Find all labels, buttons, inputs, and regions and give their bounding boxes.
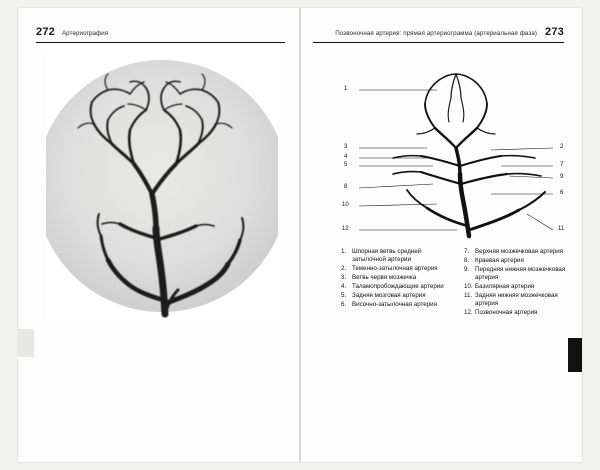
legend-number: 6.: [341, 300, 347, 308]
legend-text: Задняя нижняя мозжечковая артерия: [475, 292, 558, 308]
legend-text: Задняя мозговая артерия: [352, 292, 426, 300]
leader-label-9: 9: [560, 174, 564, 180]
leader-label-12: 12: [342, 226, 349, 232]
list-item: [341, 283, 454, 291]
list-item: [464, 248, 577, 256]
chapter-thumb-tab: [568, 338, 582, 372]
legend-number: 7.: [464, 248, 470, 255]
legend-number: 8.: [464, 256, 470, 264]
legend-text: Височно-затылочная артерия: [352, 300, 437, 308]
angiogram-vessels: [46, 52, 278, 320]
legend-number: 1.: [341, 248, 347, 255]
legend-number: 2.: [341, 265, 347, 273]
legend-number: 4.: [341, 283, 347, 291]
left-page: [18, 8, 299, 462]
leader-label-1: 1: [344, 86, 348, 92]
list-item: [341, 301, 454, 309]
figure-legend: [341, 248, 577, 318]
list-item: [341, 292, 454, 300]
leader-label-4: 4: [344, 154, 348, 160]
leader-label-5: 5: [344, 162, 348, 168]
legend-text: Теменно-затылочная артерия: [352, 265, 438, 273]
right-page: [301, 8, 582, 462]
legend-text: Базилярная артерия: [475, 283, 535, 291]
leader-label-7: 7: [560, 162, 564, 168]
legend-text: Краевая артерия: [475, 256, 524, 264]
legend-text: Позвоночная артерия: [475, 309, 538, 317]
leader-label-2: 2: [560, 144, 564, 150]
right-page-header: [315, 26, 564, 42]
left-page-header: [36, 26, 283, 42]
legend-number: 11.: [464, 292, 473, 300]
angiogram-figure: [46, 52, 278, 320]
list-item: [464, 309, 577, 317]
legend-number: 9.: [464, 265, 470, 273]
leader-label-6: 6: [560, 190, 564, 196]
page-number-left: 272: [36, 26, 55, 38]
leader-label-3: 3: [344, 144, 348, 150]
line-diagram-svg: [341, 54, 571, 244]
legend-text: Передняя нижняя мозжечковая артерия: [475, 265, 566, 282]
page-number-right: 273: [545, 26, 564, 38]
list-item: [464, 257, 577, 265]
header-rule-right: [313, 42, 564, 43]
leader-label-10: 10: [342, 202, 349, 208]
list-item: [341, 248, 454, 265]
list-item: [464, 283, 577, 291]
running-head-left: Артериография: [61, 30, 109, 37]
list-item: [464, 292, 577, 309]
legend-text: Ветвь червя мозжечка: [352, 274, 417, 282]
list-item: [341, 274, 454, 282]
legend-number: 3.: [341, 274, 347, 282]
page-corner-marker: [18, 329, 34, 357]
leader-label-11: 11: [558, 226, 565, 232]
legend-text: Таламопробождающие артерии: [352, 283, 444, 291]
legend-text: Шпорная ветвь средней затылочной артерии: [352, 248, 422, 264]
leader-label-8: 8: [344, 184, 348, 190]
header-rule-left: [36, 42, 285, 43]
legend-number: 5.: [341, 292, 347, 300]
legend-number: 10.: [464, 283, 473, 291]
legend-number: 12.: [464, 309, 473, 317]
line-diagram-figure: [341, 54, 571, 244]
legend-column-right: [464, 248, 577, 318]
list-item: [464, 266, 577, 283]
legend-column-left: [341, 248, 454, 318]
legend-text: Верхняя мозжечковая артерия: [475, 248, 564, 255]
running-head-right: Позвоночная артерия: прямая артериограмма (артериальная фаза): [335, 30, 538, 37]
list-item: [341, 265, 454, 273]
